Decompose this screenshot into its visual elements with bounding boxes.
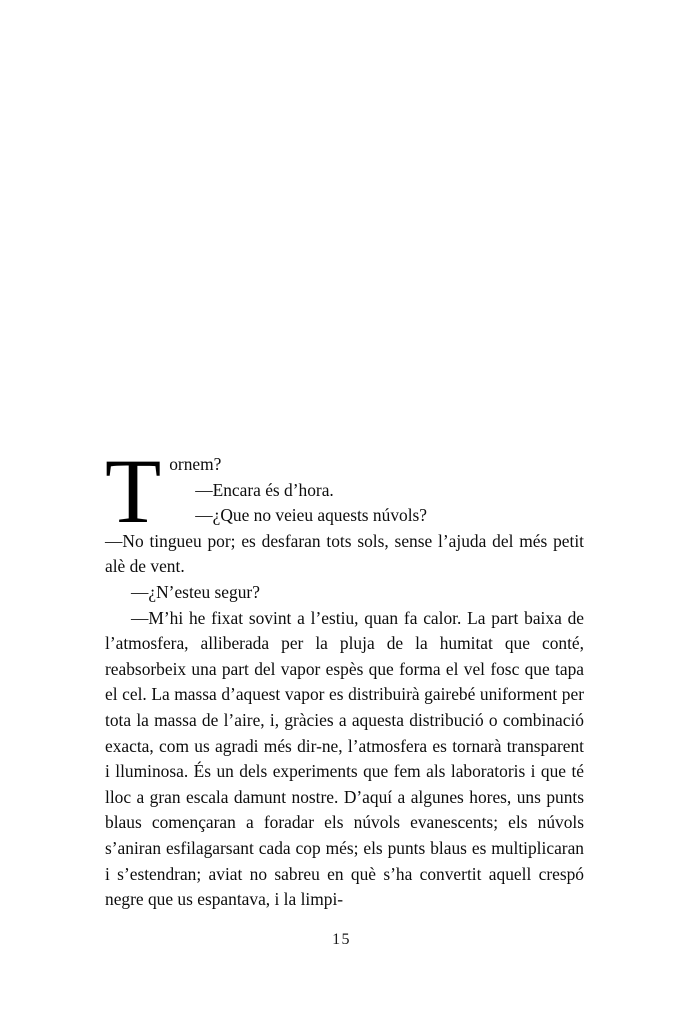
page-text-block (105, 440, 584, 913)
dialogue-line-3: —¿N’esteu segur? (131, 581, 260, 602)
paragraph-no-tingueu-por: —No tingueu por; es desfaran tots sols, sense l’ajuda del més petit alè de vent. (105, 530, 584, 577)
dialogue-line-2: —¿Que no veieu aquests núvols? (195, 505, 428, 526)
page-number: 15 (332, 931, 351, 948)
paragraph-main-body: —M’hi he fixat sovint a l’estiu, quan fa calor. La part baixa de l’atmosfera, alliberada per la pluja de la humitat que conté, reabsorbeix una part del vapor espès que forma el vel fosc que tapa el cel. La massa d’aquest vapor es distribuirà gairebé uniforment per tota la massa de l’aire, i, gràcies a aquesta distribució o combinació exacta, com us agradi més dir-ne, l’atmosfera es tornarà transparent i lluminosa. És un dels experiments que fem als laboratoris i que té lloc a gran escala damunt nostre. D’aquí a algunes hores, uns punts blaus començaran a foradar els núvols evanescents; els núvols s’aniran esfilagarsant cada cop més; els punts blaus es multiplicaran i s’estendran; aviat no sabreu en què s’ha convertit aquell crespó negre que us espantava, i la limpi- (105, 607, 584, 910)
dialogue-line-1: —Encara és d’hora. (195, 479, 334, 500)
opening-word-remainder: ornem? (169, 454, 222, 474)
drop-cap-letter: T (105, 440, 162, 542)
